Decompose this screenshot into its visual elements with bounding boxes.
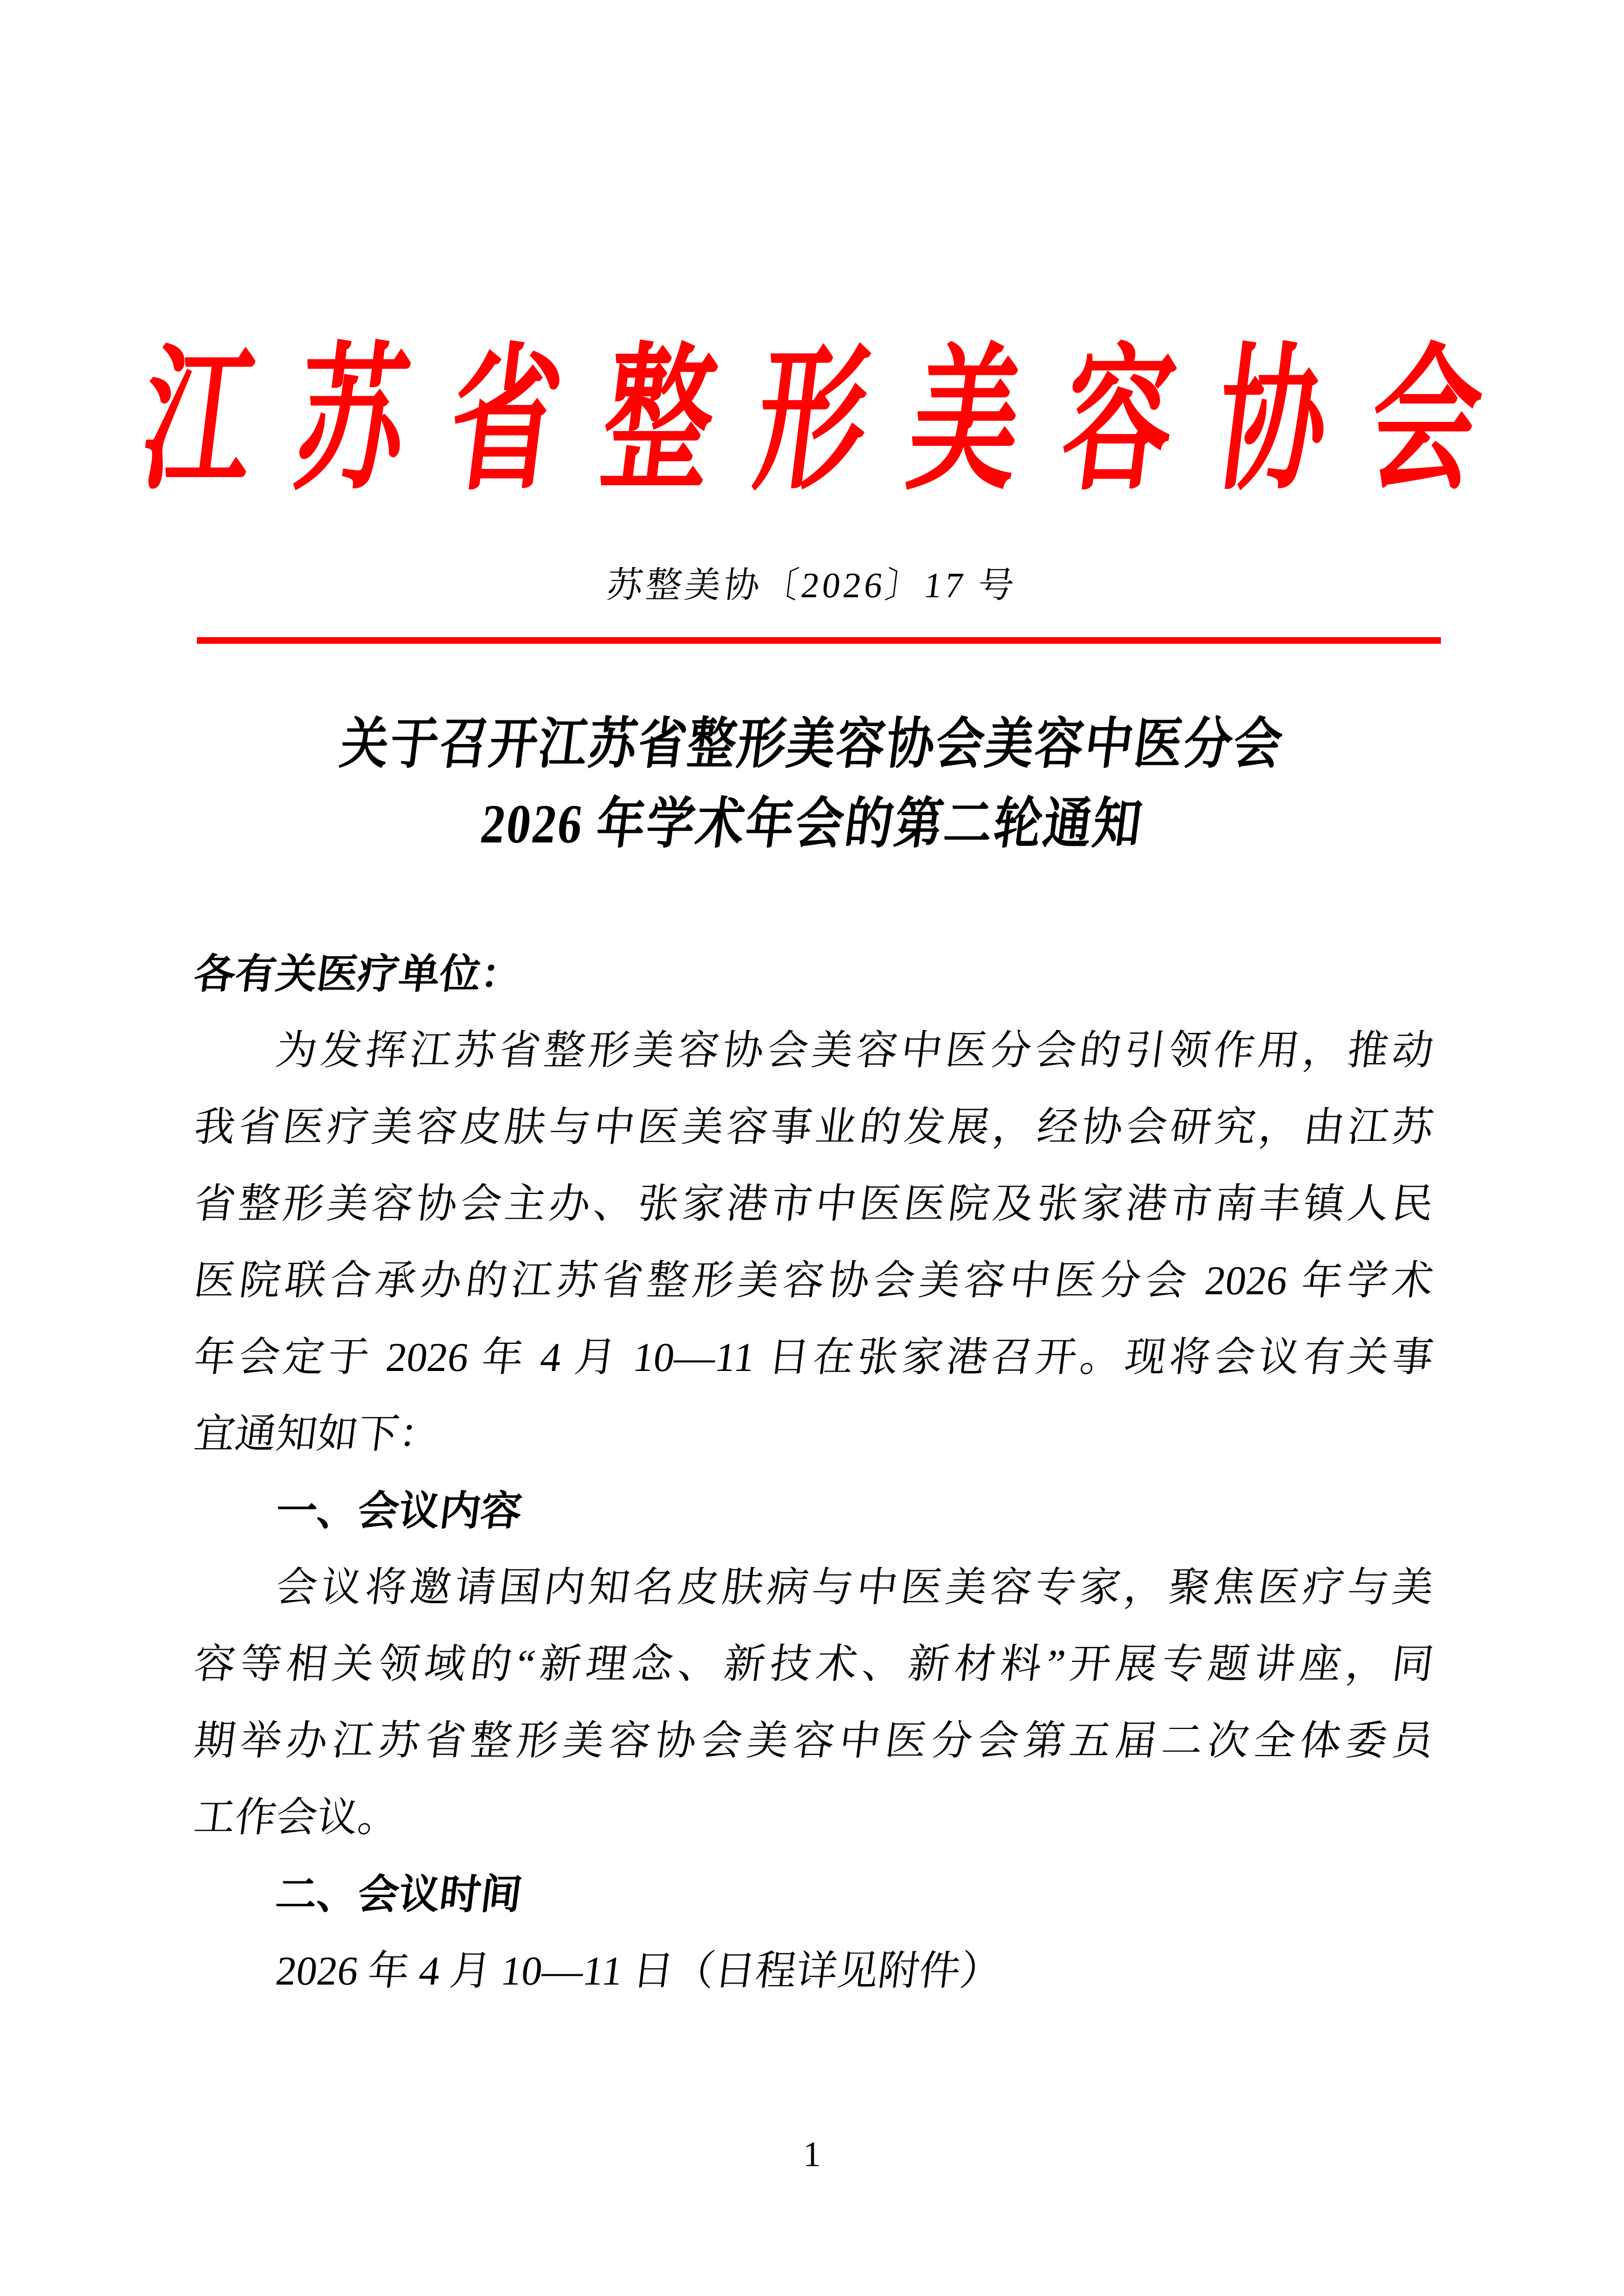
- body-heading-2: 二、会议时间: [273, 1872, 525, 1917]
- red-separator-rule: [197, 637, 1441, 644]
- page-number: 1: [803, 2135, 821, 2174]
- body-line: 医院联合承办的江苏省整形美容协会美容中医分会 2026 年学术: [191, 1258, 1436, 1303]
- body-line: 容等相关领域的“新理念、新技术、新材料”开展专题讲座，同: [191, 1642, 1436, 1687]
- body-line-salutation: 各有关医疗单位：: [191, 951, 525, 997]
- body-line: 为发挥江苏省整形美容协会美容中医分会的引领作用，推动: [273, 1028, 1436, 1073]
- body-line: 工作会议。: [191, 1795, 402, 1840]
- body-line: 宜通知如下：: [191, 1412, 443, 1457]
- body-line: 我省医疗美容皮肤与中医美容事业的发展，经协会研究，由江苏: [191, 1105, 1436, 1150]
- body-line: 会议将邀请国内知名皮肤病与中医美容专家，聚焦医疗与美: [273, 1565, 1436, 1610]
- document-title-line-2: 2026 年学术年会的第二轮通知: [477, 794, 1147, 855]
- letterhead-org-title: 江苏省整形美容协会: [133, 334, 1536, 509]
- body-heading-1: 一、会议内容: [273, 1488, 525, 1534]
- document-title-line-1: 关于召开江苏省整形美容协会美容中医分会: [337, 714, 1287, 775]
- document-title: [0, 705, 1624, 864]
- body-line: 期举办江苏省整形美容协会美容中医分会第五届二次全体委员: [191, 1719, 1436, 1764]
- document-number: 苏整美协〔2026〕17 号: [605, 566, 1020, 605]
- body-line-date: 2026 年 4 月 10—11 日（日程详见附件）: [273, 1949, 1004, 1994]
- body-text: [191, 936, 1436, 2010]
- body-line: 省整形美容协会主办、张家港市中医医院及张家港市南丰镇人民: [191, 1182, 1436, 1227]
- body-line: 年会定于 2026 年 4 月 10—11 日在张家港召开。现将会议有关事: [191, 1335, 1436, 1380]
